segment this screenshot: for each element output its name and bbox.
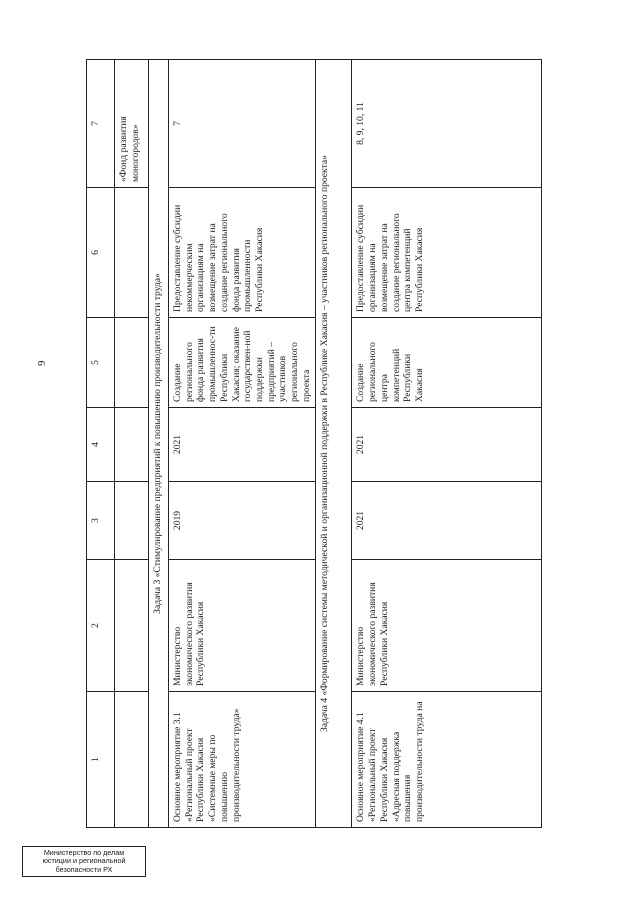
registration-stamp (22, 846, 146, 877)
indicator-link: 8, 9, 10, 11 (352, 60, 542, 188)
main-directions: Предоставление субсидии организациям на возмещение затрат на создание регионального центра компетенций Республики Хакасия (352, 188, 542, 318)
main-directions: Предоставление субсидии некоммерческим организациям на возмещение затрат на создание регионального фонда развития промышленности Республики Хакасия (169, 188, 316, 318)
cont-cell-7: «Фонд развития моногородов» (115, 60, 149, 188)
col-header-6: 6 (87, 188, 115, 318)
cont-cell-1 (115, 692, 149, 828)
task-3-row (149, 60, 169, 828)
continuation-row (115, 60, 149, 828)
rotated-table-container (86, 60, 526, 828)
stamp-line-1: Министерство по делам (43, 848, 125, 857)
task-3-title: Задача 3 «Стимулирование предприятий к повышению производительности труда» (149, 60, 169, 828)
col-header-7: 7 (87, 60, 115, 188)
expected-result: Создание регионального центра компетенций Республики Хакасия (352, 318, 542, 408)
task-4-measure-row (352, 60, 542, 828)
col-header-1: 1 (87, 692, 115, 828)
start-year: 2021 (352, 482, 542, 560)
program-table (86, 59, 542, 828)
cont-cell-6 (115, 188, 149, 318)
column-number-row (87, 60, 115, 828)
col-header-3: 3 (87, 482, 115, 560)
start-year: 2019 (169, 482, 316, 560)
responsible-executor: Министерство экономического развития Республики Хакасия (169, 560, 316, 692)
indicator-link: 7 (169, 60, 316, 188)
stamp-line-3: безопасности РХ (55, 864, 113, 874)
task-4-row (316, 60, 352, 828)
col-header-5: 5 (87, 318, 115, 408)
expected-result: Создание регионального фонда развития промышленнос-ти Республики Хакасия; оказание государствен-ной поддержки предприятий – участников регионального проекта (169, 318, 316, 408)
page-number: 9 (36, 360, 48, 366)
end-year: 2021 (352, 408, 542, 482)
measure-name: Основное мероприятие 4.1 «Региональный проект Республики Хакасия «Адресная поддержка повышения производительности труда на (352, 692, 542, 828)
measure-name: Основное мероприятие 3.1 «Региональный проект Республики Хакасия «Системные меры по повышению производительности труда» (169, 692, 316, 828)
cont-cell-3 (115, 482, 149, 560)
cont-cell-4 (115, 408, 149, 482)
stamp-line-2: юстиции и региональной (42, 856, 126, 866)
end-year: 2021 (169, 408, 316, 482)
cont-cell-2 (115, 560, 149, 692)
col-header-2: 2 (87, 560, 115, 692)
task-3-measure-row (169, 60, 316, 828)
cont-cell-5 (115, 318, 149, 408)
responsible-executor: Министерство экономического развития Республики Хакасия (352, 560, 542, 692)
col-header-4: 4 (87, 408, 115, 482)
task-4-title: Задача 4 «Формирование системы методической и организационной поддержки в Республике Хакасия – участников регионального проекта» (316, 60, 352, 828)
